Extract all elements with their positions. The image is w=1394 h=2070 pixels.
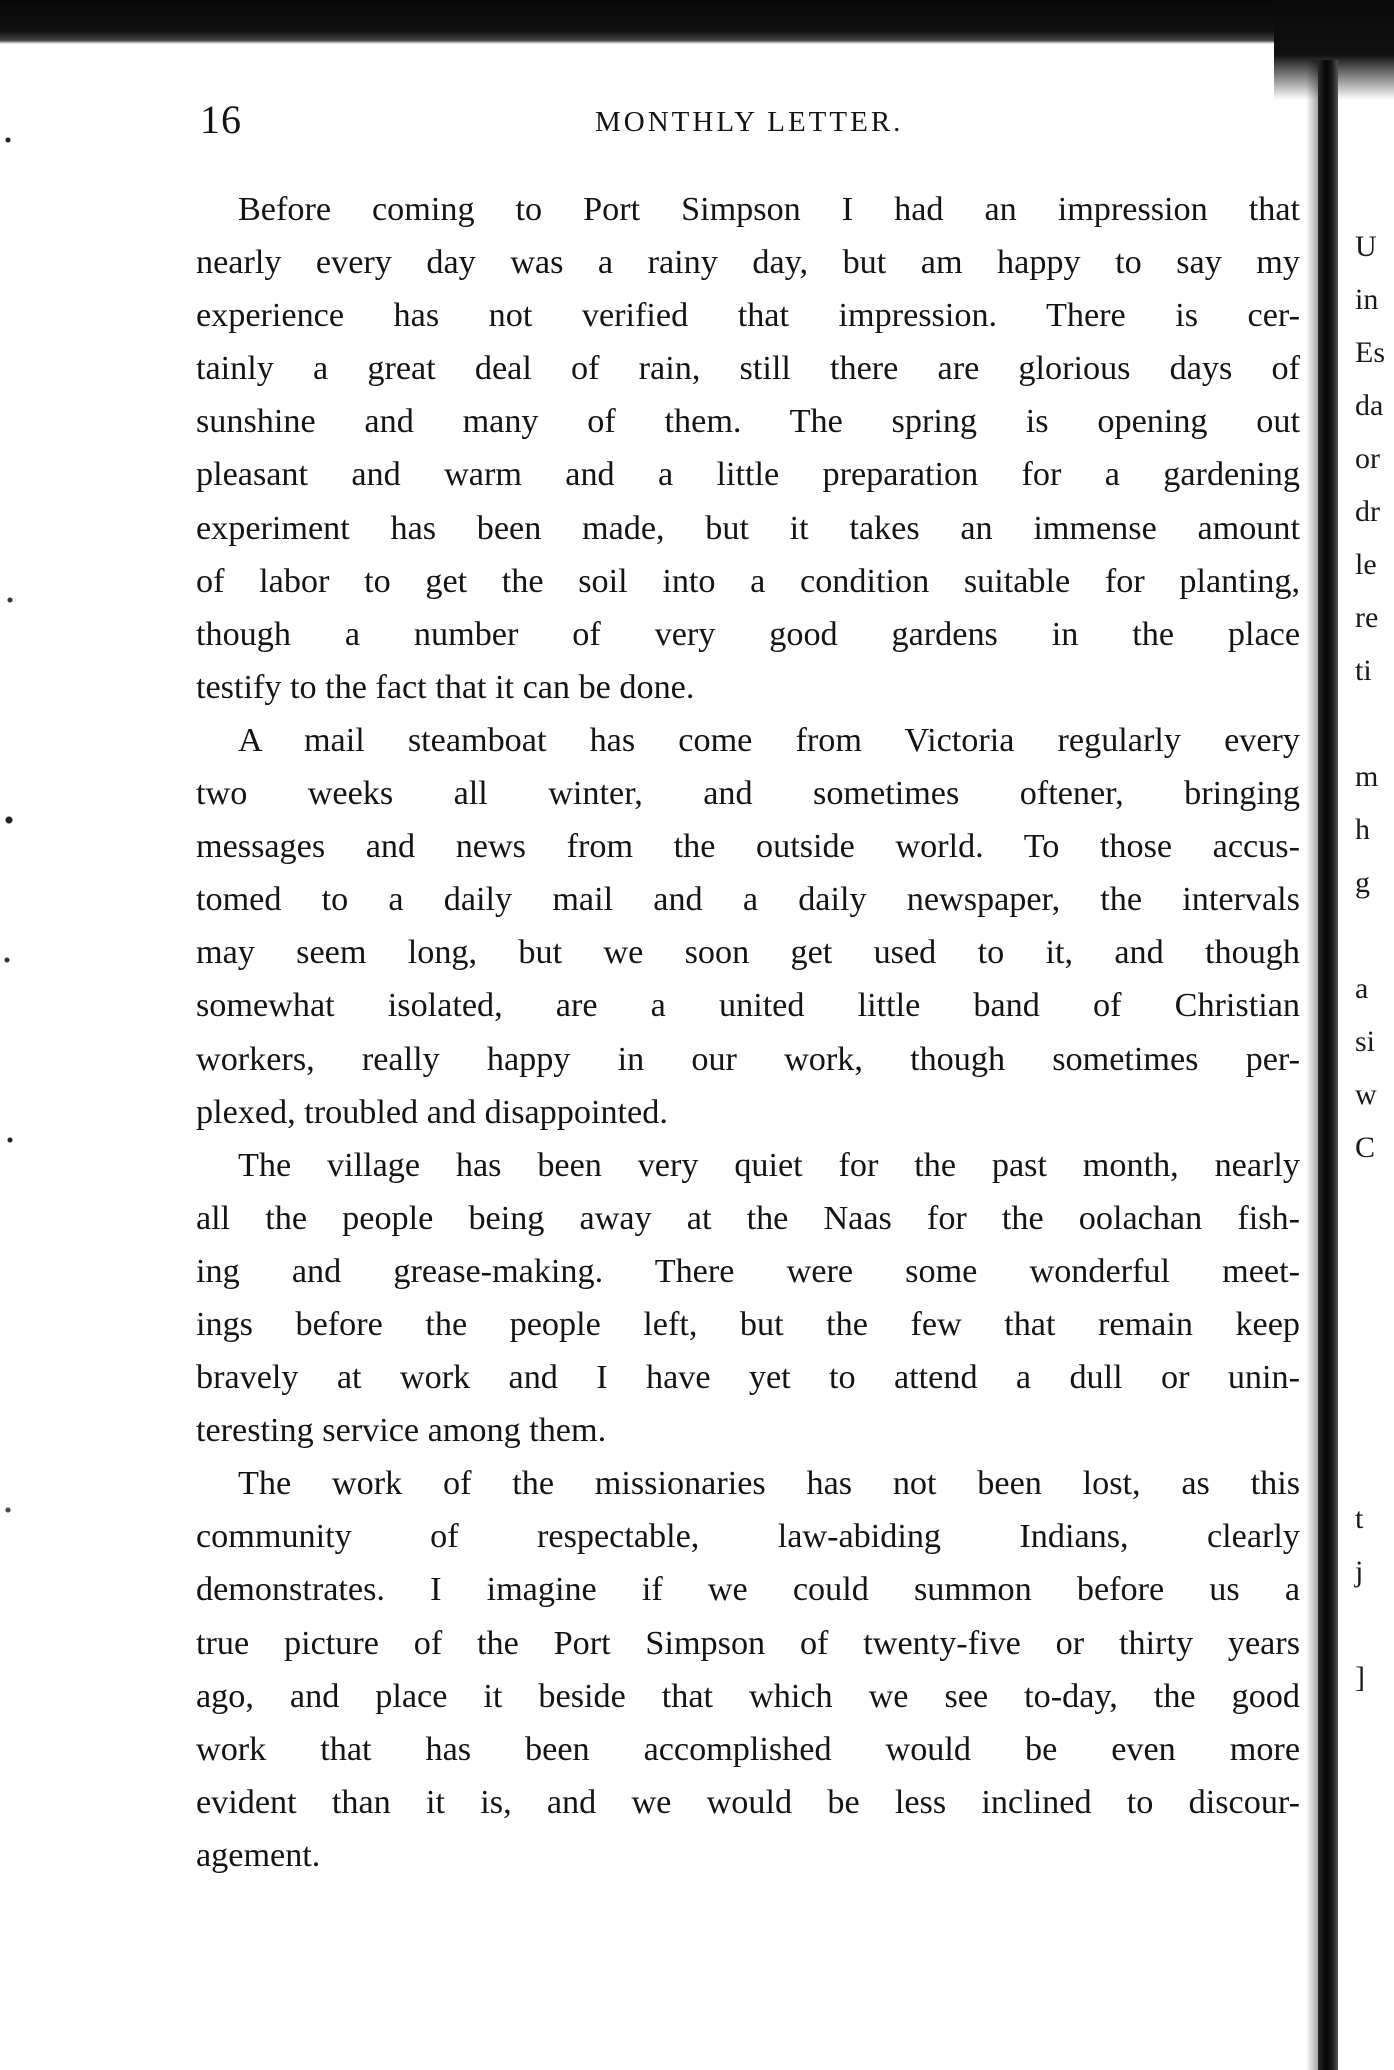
text-line: agement. <box>196 1836 321 1874</box>
paragraph <box>196 1457 1300 1882</box>
margin-fragment: ti <box>1355 654 1372 687</box>
text-line: sunshine and many of them. The spring is opening out <box>196 403 1300 441</box>
margin-fragment: ] <box>1355 1661 1365 1694</box>
margin-fragment: h <box>1355 813 1370 846</box>
margin-fragment: j <box>1355 1555 1364 1588</box>
text-line: A mail steamboat has come from Victoria regularly every <box>238 721 1300 759</box>
margin-fragment: le <box>1355 548 1377 581</box>
page-header <box>200 96 1280 156</box>
margin-fragment: C <box>1355 1131 1376 1164</box>
text-line: ing and grease-making. There were some wonderful meet- <box>196 1252 1300 1290</box>
text-line: tomed to a daily mail and a daily newspaper, the intervals <box>196 881 1300 919</box>
text-line: tainly a great deal of rain, still there are glorious days of <box>196 350 1300 388</box>
margin-fragment <box>1355 1174 1394 1227</box>
text-line: two weeks all winter, and sometimes oftener, bringing <box>196 775 1300 813</box>
text-line: testify to the fact that it can be done. <box>196 668 695 706</box>
page-number: 16 <box>200 97 242 142</box>
margin-fragment <box>1355 909 1394 962</box>
scan-top-edge <box>0 0 1394 44</box>
margin-fragment: in <box>1355 283 1379 316</box>
text-line: pleasant and warm and a little preparation for a gardening <box>196 456 1300 494</box>
margin-fragment: m <box>1355 760 1379 793</box>
paragraph <box>196 714 1300 1139</box>
text-line: evident than it is, and we would be less inclined to discour- <box>196 1783 1300 1821</box>
margin-fragment <box>1355 1598 1394 1651</box>
text-line: experiment has been made, but it takes an immense amount <box>196 509 1300 547</box>
margin-fragment: w <box>1355 1078 1377 1111</box>
text-line: ago, and place it beside that which we see to-day, the good <box>196 1677 1300 1715</box>
margin-fragment: re <box>1355 601 1379 634</box>
letter-body <box>196 183 1300 1882</box>
text-line: work that has been accomplished would be even more <box>196 1730 1300 1768</box>
running-head: MONTHLY LETTER. <box>595 106 904 138</box>
margin-fragment <box>1355 697 1394 750</box>
margin-fragment: da <box>1355 389 1384 422</box>
text-line: true picture of the Port Simpson of twenty-five or thirty years <box>196 1624 1300 1662</box>
margin-fragment: a <box>1355 972 1369 1005</box>
text-line: ings before the people left, but the few that remain keep <box>196 1305 1300 1343</box>
scan-left-margin-specks <box>0 60 26 2060</box>
paragraph <box>196 1139 1300 1458</box>
margin-fragment <box>1355 1333 1394 1386</box>
paragraph <box>196 183 1300 714</box>
next-page-fragments <box>1355 220 1394 1704</box>
margin-fragment: si <box>1355 1025 1376 1058</box>
text-line: teresting service among them. <box>196 1412 607 1450</box>
margin-fragment: or <box>1355 442 1380 475</box>
margin-fragment: U <box>1355 230 1377 263</box>
text-line: workers, really happy in our work, though sometimes per- <box>196 1040 1300 1078</box>
text-line: community of respectable, law-abiding Indians, clearly <box>196 1518 1300 1556</box>
text-line: messages and news from the outside world. To those accus- <box>196 828 1300 866</box>
margin-fragment <box>1355 1227 1394 1280</box>
margin-fragment: g <box>1355 866 1370 899</box>
page-gutter <box>1318 60 1338 2070</box>
margin-fragment <box>1355 1439 1394 1492</box>
text-line: experience has not verified that impression. There is cer- <box>196 297 1300 335</box>
text-line: nearly every day was a rainy day, but am happy to say my <box>196 244 1300 282</box>
margin-fragment: Es <box>1355 336 1385 369</box>
gutter-shadow <box>1306 60 1318 2070</box>
text-line: bravely at work and I have yet to attend a dull or unin- <box>196 1359 1300 1397</box>
text-line: all the people being away at the Naas for the oolachan fish- <box>196 1199 1300 1237</box>
margin-fragment <box>1355 1280 1394 1333</box>
text-line: somewhat isolated, are a united little band of Christian <box>196 987 1300 1025</box>
text-line: may seem long, but we soon get used to it, and though <box>196 934 1300 972</box>
text-line: The village has been very quiet for the past month, nearly <box>238 1146 1300 1184</box>
text-line: demonstrates. I imagine if we could summon before us a <box>196 1571 1300 1609</box>
text-line: Before coming to Port Simpson I had an impression that <box>238 191 1300 228</box>
margin-fragment <box>1355 1386 1394 1439</box>
margin-fragment: dr <box>1355 495 1380 528</box>
margin-fragment: t <box>1355 1502 1364 1535</box>
text-line: of labor to get the soil into a condition suitable for planting, <box>196 562 1300 600</box>
text-line: though a number of very good gardens in the place <box>196 615 1300 653</box>
text-line: The work of the missionaries has not been lost, as this <box>238 1465 1300 1503</box>
text-line: plexed, troubled and disappointed. <box>196 1093 668 1131</box>
